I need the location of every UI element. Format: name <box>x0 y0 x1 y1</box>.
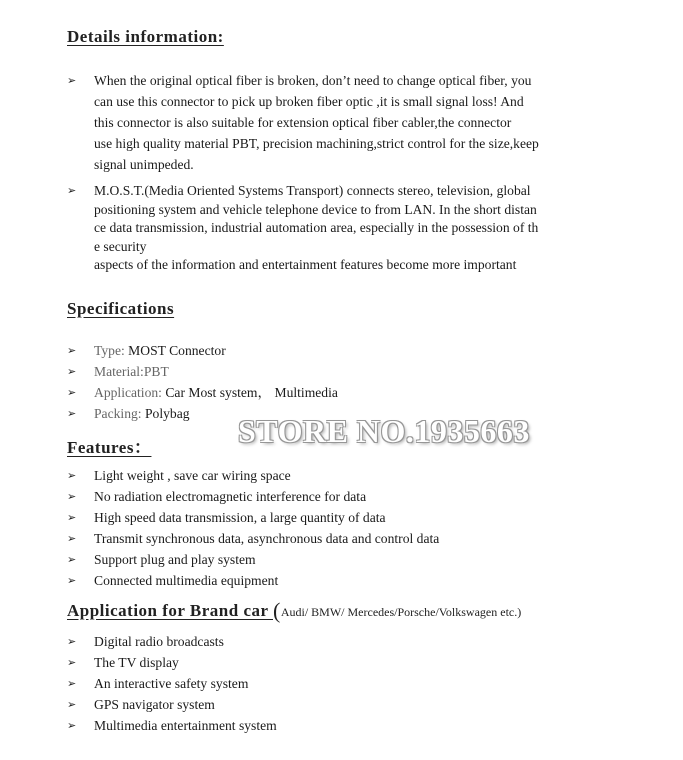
feature-item <box>67 528 627 549</box>
bullet-arrow-icon: ➢ <box>67 677 77 690</box>
application-text: The TV display <box>94 655 179 670</box>
feature-item <box>67 486 627 507</box>
specifications-list <box>67 340 627 424</box>
bullet-arrow-icon: ➢ <box>67 719 77 732</box>
details-item-1 <box>67 70 627 175</box>
feature-text: Light weight , save car wiring space <box>94 468 291 483</box>
features-list <box>67 465 627 591</box>
bullet-arrow-icon: ➢ <box>67 635 77 648</box>
feature-text: Transmit synchronous data, asynchronous data and control data <box>94 531 440 546</box>
application-text: Multimedia entertainment system <box>94 718 277 733</box>
spec-label: Material: <box>94 364 144 379</box>
application-brands: Audi/ BMW/ Mercedes/Porsche/Volkswagen etc.) <box>280 605 522 619</box>
details-line: ce data transmission, industrial automation area, especially in the possession of th <box>94 220 539 235</box>
bullet-arrow-icon: ➢ <box>67 656 77 669</box>
bullet-arrow-icon: ➢ <box>67 553 77 566</box>
bullet-arrow-icon: ➢ <box>67 365 77 378</box>
bullet-arrow-icon: ➢ <box>67 469 77 482</box>
spec-label: Application: <box>94 385 166 400</box>
details-heading: Details information: <box>67 27 224 46</box>
details-line: e security <box>94 238 147 254</box>
bullet-arrow-icon: ➢ <box>67 386 77 399</box>
feature-text: Connected multimedia equipment <box>94 573 279 588</box>
details-line: aspects of the information and entertainment features become more important <box>94 257 517 272</box>
features-heading: Features： <box>67 438 152 457</box>
details-line: M.O.S.T.(Media Oriented Systems Transport) connects stereo, television, global <box>94 183 531 198</box>
details-line: this connector is also suitable for extension optical fiber cabler,the connector <box>94 115 512 130</box>
spec-type <box>67 340 627 361</box>
details-line: positioning system and vehicle telephone device to from LAN. In the short distan <box>94 201 537 217</box>
bullet-arrow-icon: ➢ <box>67 574 77 587</box>
store-watermark: STORE NO.1935663 <box>238 413 530 449</box>
application-text: An interactive safety system <box>94 676 249 691</box>
application-item <box>67 631 627 652</box>
feature-item <box>67 507 627 528</box>
application-heading <box>67 598 521 624</box>
bullet-arrow-icon: ➢ <box>67 74 77 87</box>
details-list-2 <box>67 182 627 275</box>
spec-application <box>67 382 627 403</box>
bullet-arrow-icon: ➢ <box>67 407 77 420</box>
spec-value: MOST Connector <box>128 343 226 358</box>
spec-material <box>67 361 627 382</box>
spec-value: PBT <box>143 364 169 379</box>
spec-value: Polybag <box>144 406 190 421</box>
bullet-arrow-icon: ➢ <box>67 511 77 524</box>
feature-item <box>67 465 627 486</box>
bullet-arrow-icon: ➢ <box>67 490 77 503</box>
application-text: GPS navigator system <box>94 697 215 712</box>
spec-label: Packing: <box>94 406 145 421</box>
application-list <box>67 631 627 736</box>
feature-item <box>67 570 627 591</box>
feature-text: Support plug and play system <box>94 552 256 567</box>
details-item-2 <box>67 182 627 275</box>
application-paren: ( <box>273 598 281 623</box>
bullet-arrow-icon: ➢ <box>67 184 77 197</box>
specifications-heading: Specifications <box>67 299 175 318</box>
details-line: signal unimpeded. <box>94 157 194 172</box>
spec-value: Car Most system， Multimedia <box>165 385 338 400</box>
bullet-arrow-icon: ➢ <box>67 698 77 711</box>
application-text: Digital radio broadcasts <box>94 634 224 649</box>
details-line: When the original optical fiber is broken, don’t need to change optical fiber, you <box>94 73 532 88</box>
feature-text: High speed data transmission, a large quantity of data <box>94 510 386 525</box>
details-list <box>67 70 627 175</box>
application-item <box>67 673 627 694</box>
details-line: can use this connector to pick up broken fiber optic ,it is small signal loss! And <box>94 94 524 109</box>
application-item <box>67 715 627 736</box>
details-line: use high quality material PBT, precision machining,strict control for the size,keep <box>94 136 539 151</box>
application-heading-text: Application for Brand car <box>67 601 273 620</box>
bullet-arrow-icon: ➢ <box>67 532 77 545</box>
feature-item <box>67 549 627 570</box>
spec-label: Type: <box>94 343 129 358</box>
bullet-arrow-icon: ➢ <box>67 344 77 357</box>
application-item <box>67 652 627 673</box>
feature-text: No radiation electromagnetic interference for data <box>94 489 367 504</box>
application-item <box>67 694 627 715</box>
